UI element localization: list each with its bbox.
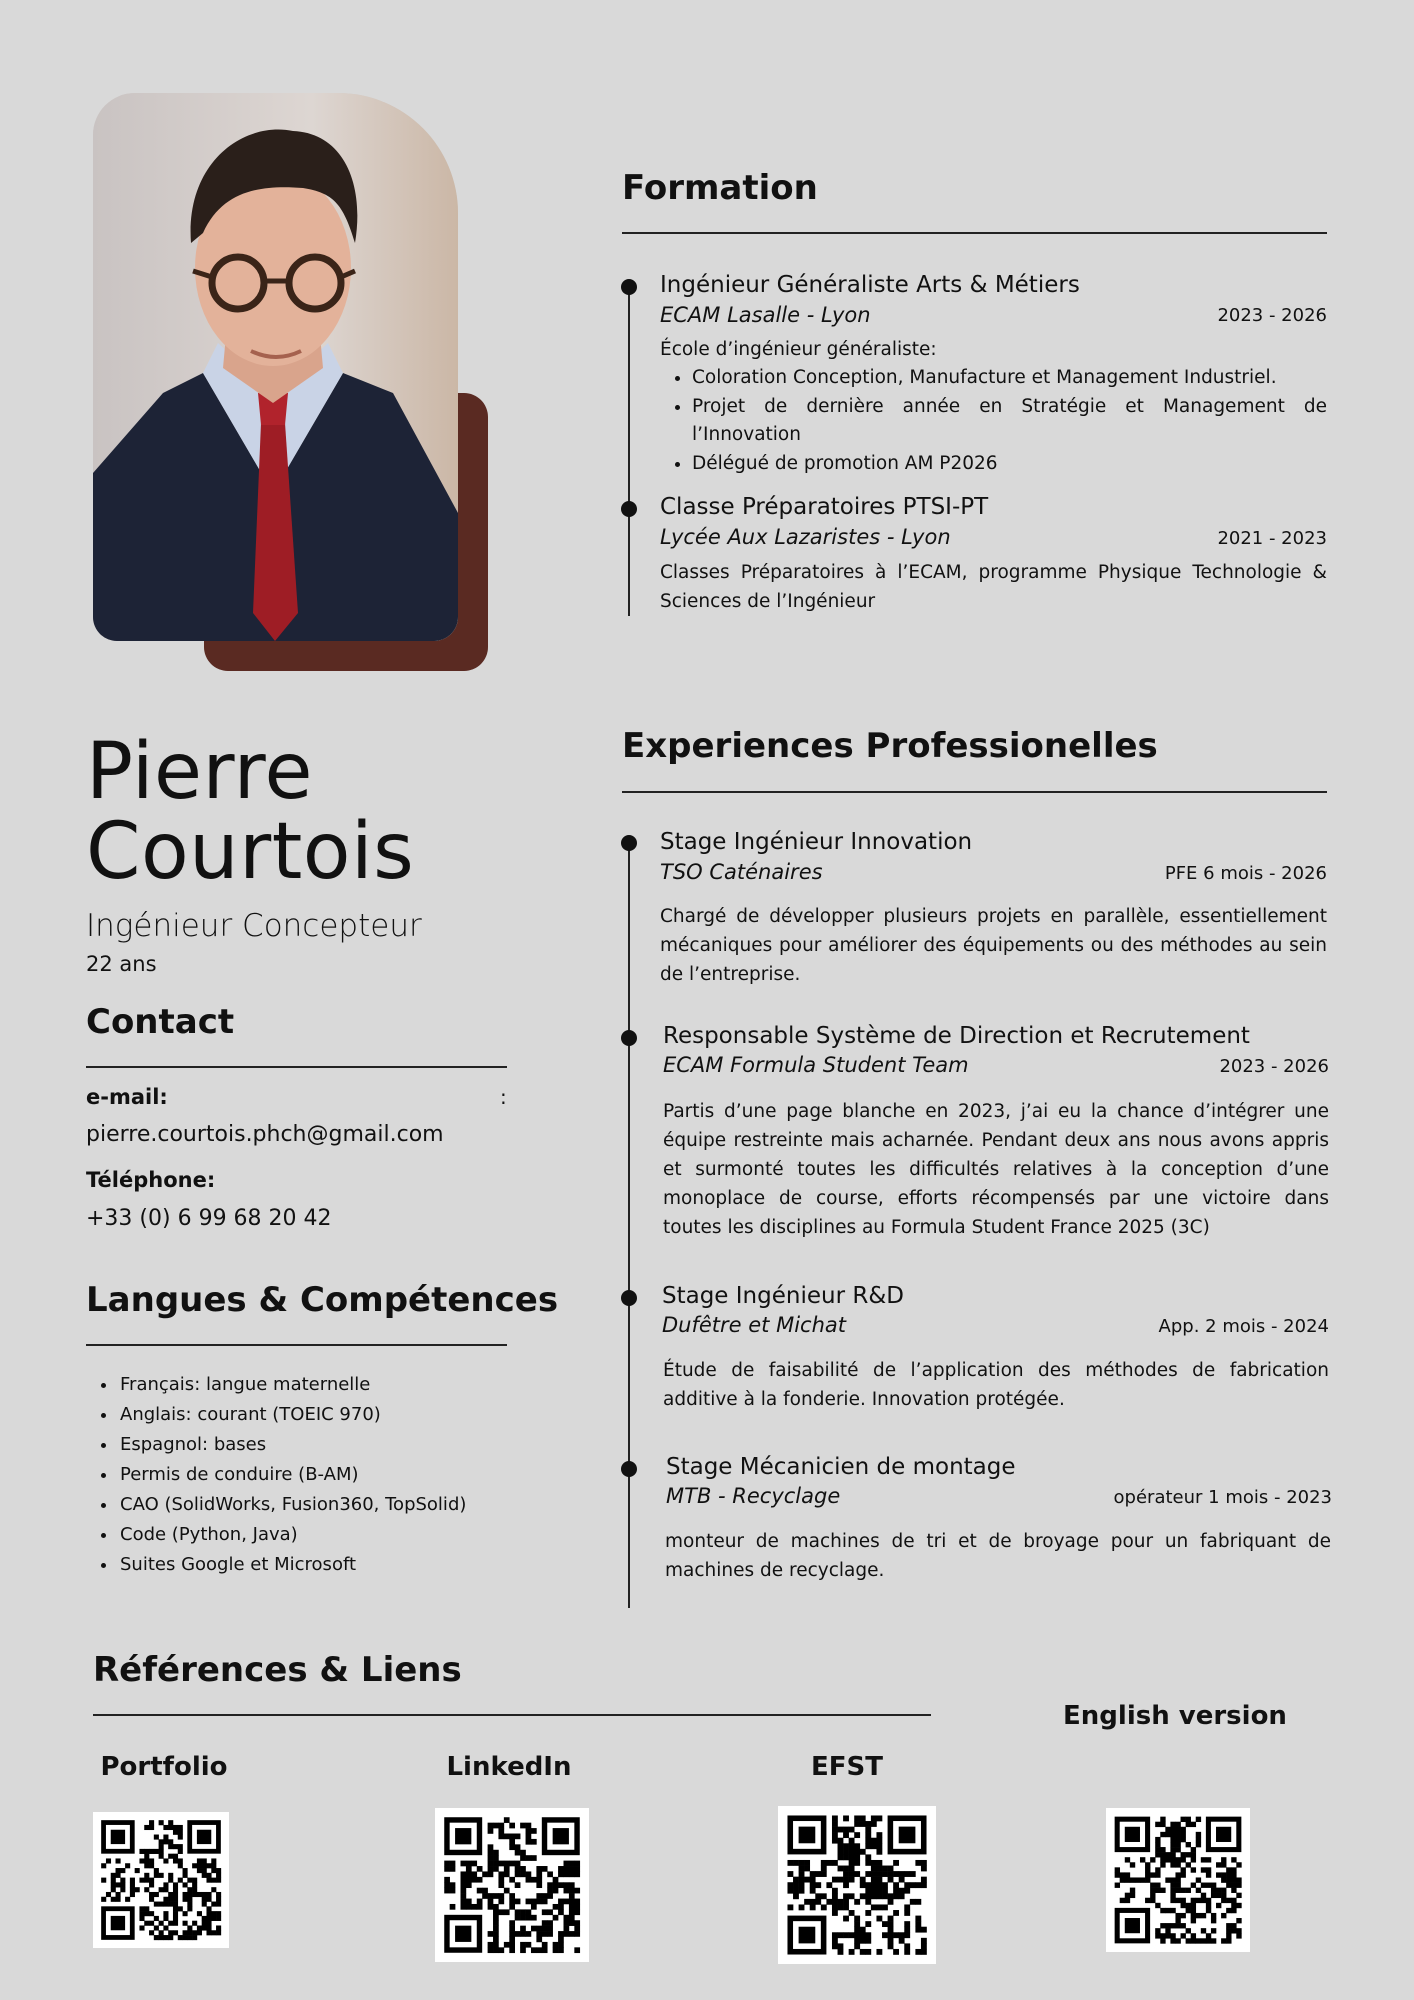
entry-text: Chargé de développer plusieurs projets en parallèle, essentiellement mécaniques pour améliorer des équipements ou des méthodes au sein de l’entreprise. [660,906,1327,985]
contact-divider [86,1066,507,1068]
job-title: Ingénieur Concepteur [86,908,422,944]
contact-heading: Contact [86,1002,235,1042]
timeline-dot [621,279,637,295]
skills-heading: Langues & Compétences [86,1280,559,1320]
linkedin-qr-code[interactable] [435,1808,589,1962]
portfolio-label: Portfolio [100,1752,228,1782]
timeline-dot [621,1290,637,1306]
age: 22 ans [86,952,157,976]
list-item: • Projet de dernière année en Stratégie et Management de l’Innovation [692,393,1327,450]
entry-org: MTB - Recyclage [666,1484,841,1508]
profile-photo [93,93,458,641]
formation-divider [622,232,1327,234]
entry-org: ECAM Lasalle - Lyon [660,303,871,327]
email-colon: : [500,1085,507,1109]
list-item: • Espagnol: bases [118,1430,466,1460]
list-item: • Coloration Conception, Manufacture et Management Industriel. [692,364,1327,393]
efst-label: EFST [811,1752,883,1782]
english-version-label: English version [1063,1701,1287,1731]
entry-title: Stage Mécanicien de montage [666,1454,1016,1480]
timeline-dot [621,1461,637,1477]
entry-intro: École d’ingénieur généraliste: [660,339,937,360]
list-item: • Anglais: courant (TOEIC 970) [118,1400,466,1430]
first-name: Pierre [86,727,314,817]
list-item: • CAO (SolidWorks, Fusion360, TopSolid) [118,1490,466,1520]
linkedin-label: LinkedIn [446,1752,572,1782]
entry-date: 2023 - 2026 [1219,1056,1329,1077]
entry-title: Stage Ingénieur Innovation [660,829,973,855]
phone-label: Téléphone: [86,1168,216,1192]
entry-title: Classe Préparatoires PTSI-PT [660,494,989,520]
entry-org: ECAM Formula Student Team [663,1053,969,1077]
list-item: • Suites Google et Microsoft [118,1550,466,1580]
entry-org: Lycée Aux Lazaristes - Lyon [660,525,951,549]
email-label: e-mail: [86,1085,168,1109]
timeline-dot [621,835,637,851]
entry-text: Classes Préparatoires à l’ECAM, programme Physique Technologie & Sciences de l’Ingénieur [660,562,1327,612]
entry-date: PFE 6 mois - 2026 [1164,863,1327,884]
formation-timeline [628,288,630,616]
email-link[interactable]: pierre.courtois.phch@gmail.com [86,1122,444,1147]
list-item: • Délégué de promotion AM P2026 [692,450,1327,479]
phone-number: +33 (0) 6 99 68 20 42 [86,1206,332,1231]
formation-heading: Formation [622,168,818,208]
experience-divider [622,791,1327,793]
efst-qr-code[interactable] [778,1806,936,1964]
entry-date: opérateur 1 mois - 2023 [1113,1487,1332,1508]
references-divider [93,1714,931,1716]
entry-date: 2023 - 2026 [1217,305,1327,326]
entry-text: monteur de machines de tri et de broyage pour un fabriquant de machines de recyclage. [665,1531,1331,1581]
full-name [86,727,415,897]
entry-date: App. 2 mois - 2024 [1158,1316,1329,1337]
list-item: • Permis de conduire (B-AM) [118,1460,466,1490]
entry-title: Responsable Système de Direction et Recrutement [663,1023,1250,1049]
entry-org: Dufêtre et Michat [662,1313,846,1337]
skills-list [94,1370,466,1580]
list-item: • Code (Python, Java) [118,1520,466,1550]
timeline-dot [621,501,637,517]
entry-bullets [660,364,1327,478]
entry-org: TSO Caténaires [660,860,823,884]
entry-text: Partis d’une page blanche en 2023, j’ai eu la chance d’intégrer une équipe restreinte mais acharnée. Pendant deux ans nous avons appris et surmonté toutes les difficultés relatives à la conception d’une monoplace de course, efforts récompensés par une victoire dans toutes les disciplines au Formula Student France 2025 (3C) [663,1101,1329,1238]
experience-heading: Experiences Professionelles [622,726,1158,766]
list-item: • Français: langue maternelle [118,1370,466,1400]
english-version-qr-code[interactable] [1106,1808,1250,1952]
experience-timeline [628,844,630,1608]
skills-divider [86,1344,507,1346]
entry-date: 2021 - 2023 [1217,528,1327,549]
last-name: Courtois [86,807,415,897]
entry-text: Étude de faisabilité de l’application des méthodes de fabrication additive à la fonderie. Innovation protégée. [663,1360,1329,1410]
entry-title: Stage Ingénieur R&D [662,1283,904,1309]
references-heading: Références & Liens [93,1650,462,1690]
entry-title: Ingénieur Généraliste Arts & Métiers [660,272,1080,298]
portfolio-qr-code[interactable] [93,1812,229,1948]
timeline-dot [621,1030,637,1046]
